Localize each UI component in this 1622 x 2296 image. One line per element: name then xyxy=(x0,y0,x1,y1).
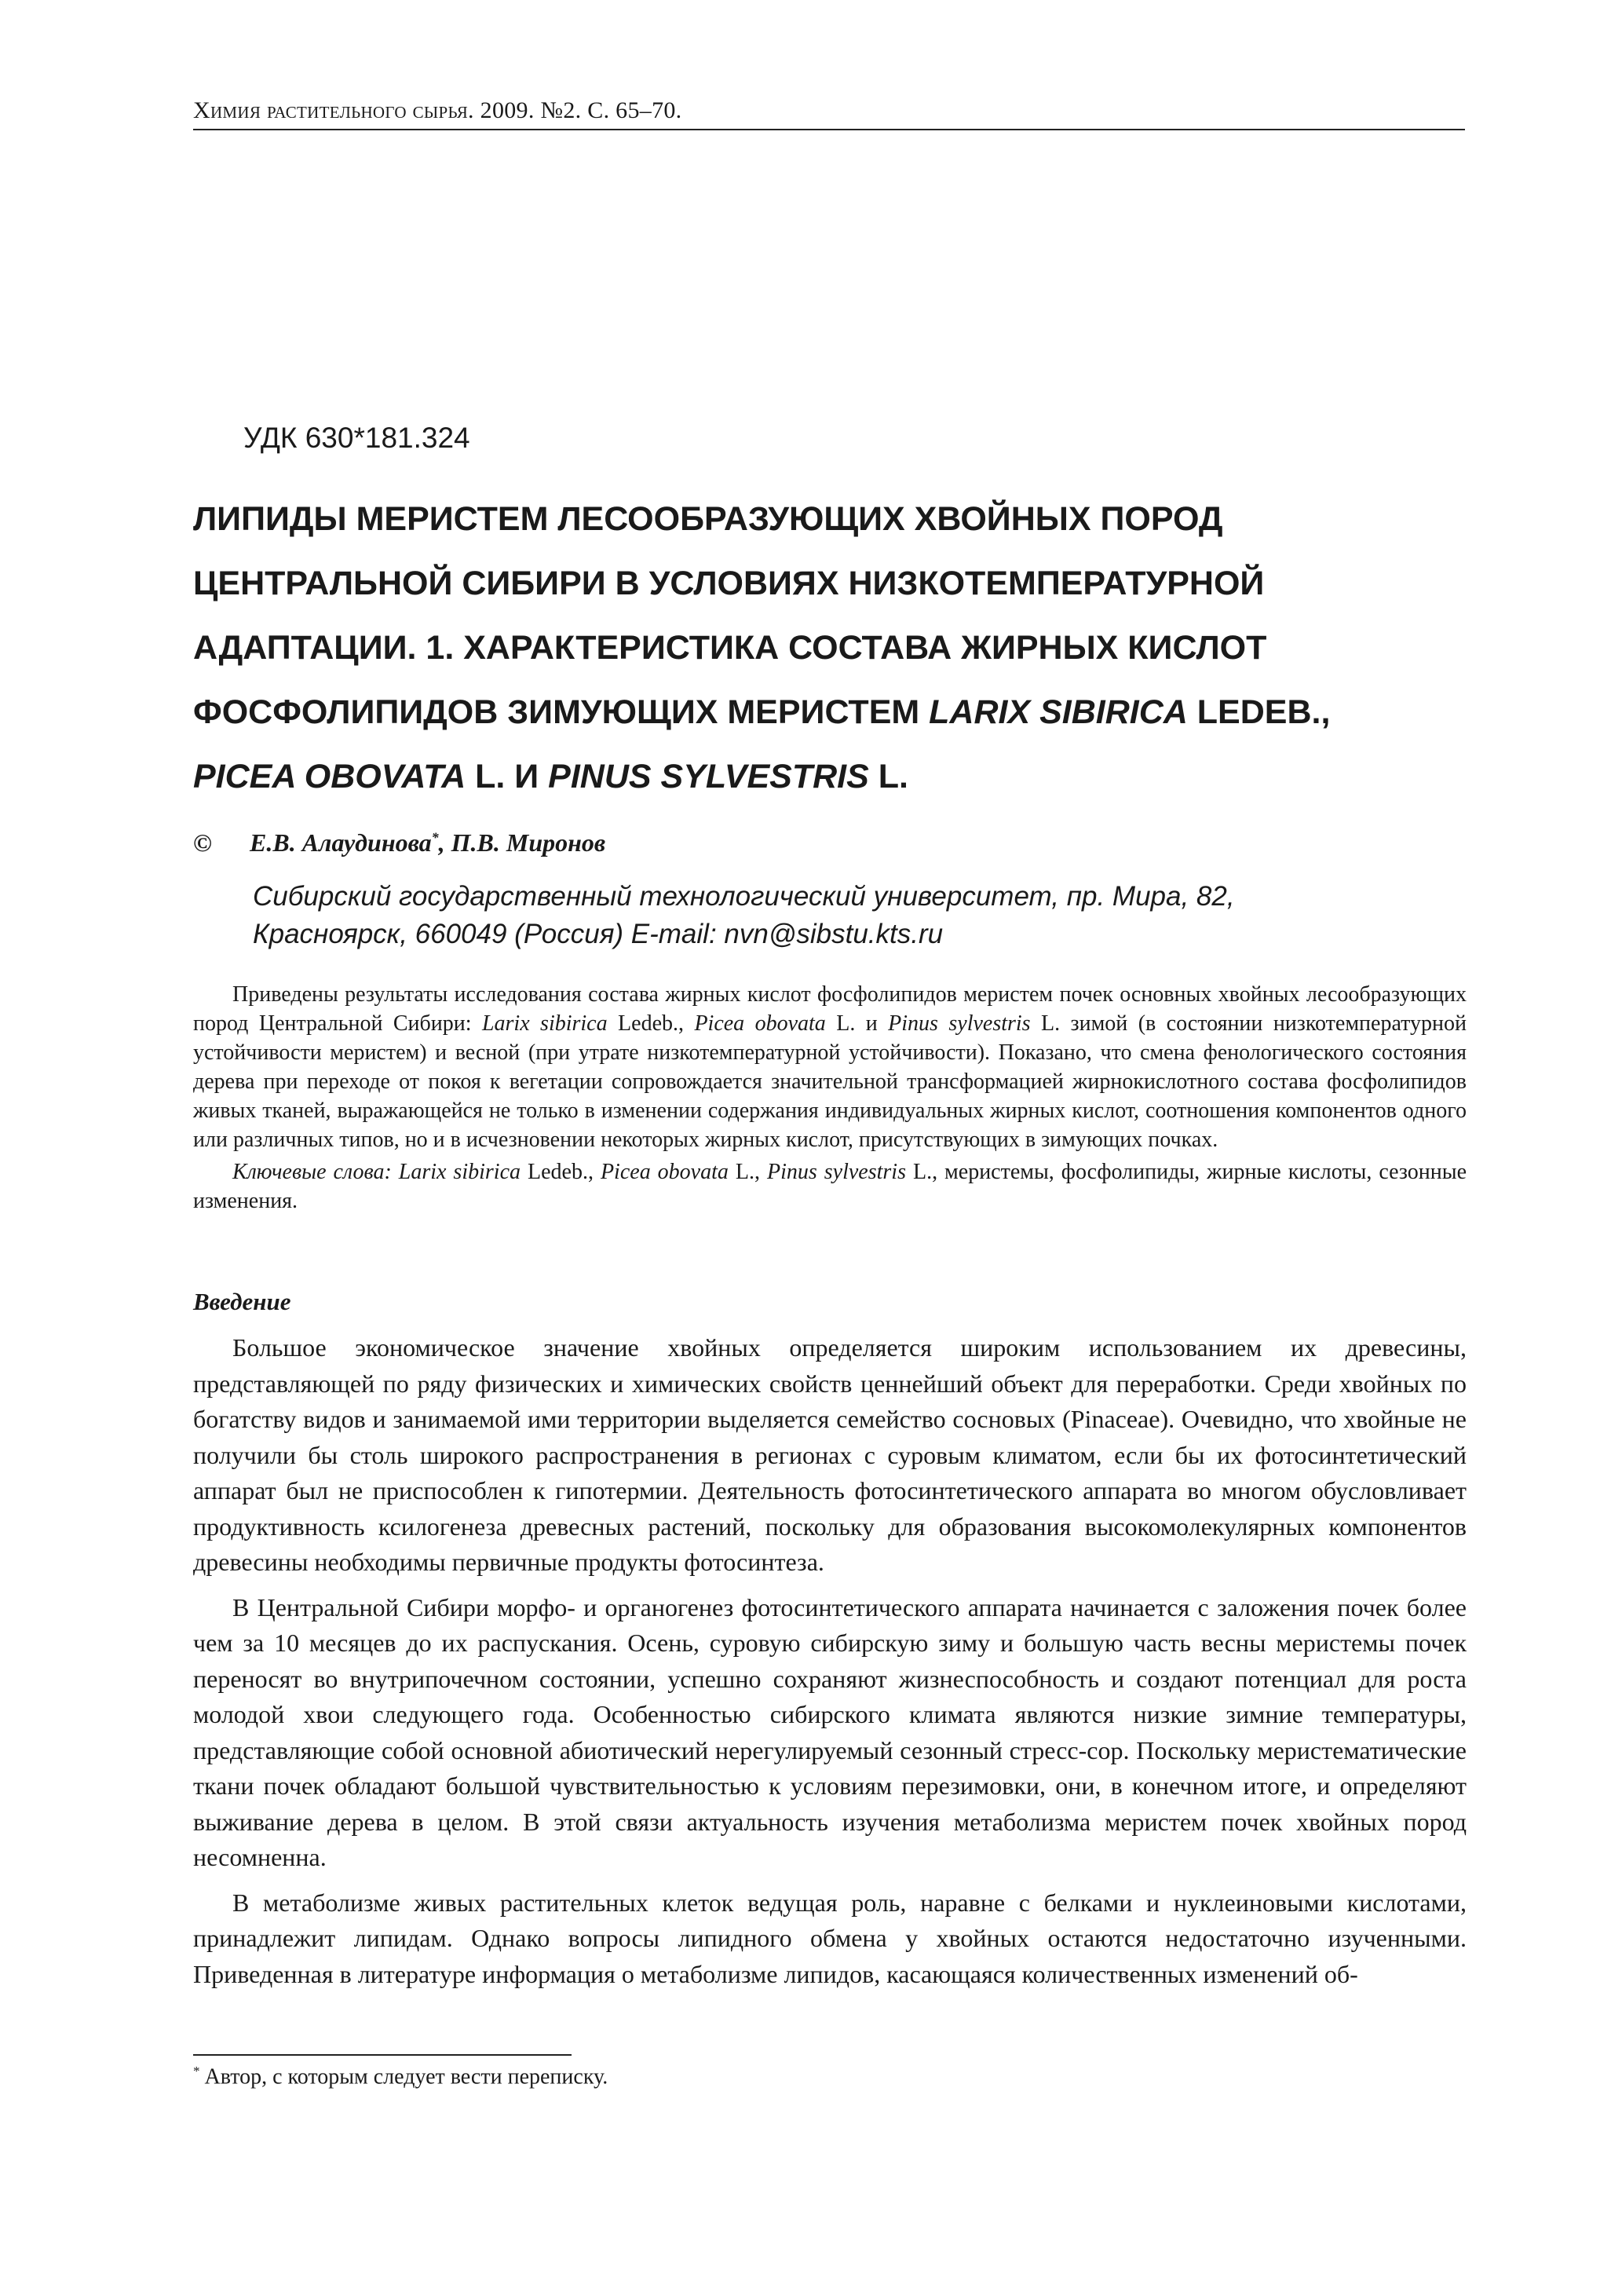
species-name: Larix sibirica xyxy=(398,1160,521,1184)
corresponding-author-mark: * xyxy=(431,829,439,846)
journal-title: Химия растительного сырья. xyxy=(193,97,474,123)
author-list xyxy=(193,828,605,857)
title-text: L. И xyxy=(466,758,549,795)
species-name: Picea obovata xyxy=(694,1011,826,1036)
title-line xyxy=(193,680,1481,744)
keywords-fragment: Ledeb., xyxy=(521,1160,601,1184)
species-name: Pinus sylvestris xyxy=(888,1011,1031,1036)
footnote-divider xyxy=(193,2054,572,2056)
title-line: ЦЕНТРАЛЬНОЙ СИБИРИ В УСЛОВИЯХ НИЗКОТЕМПЕРАТУРНОЙ xyxy=(193,565,1265,602)
abstract-fragment: Ledeb., xyxy=(607,1011,695,1036)
species-name: Pinus sylvestris xyxy=(766,1160,906,1184)
title-text: ФОСФОЛИПИДОВ ЗИМУЮЩИХ МЕРИСТЕМ xyxy=(193,693,930,731)
udc-code: УДК 630*181.324 xyxy=(243,422,470,454)
keywords-fragment: L., xyxy=(728,1160,767,1184)
abstract-text xyxy=(193,980,1467,1154)
body-paragraph: В Центральной Сибири морфо- и органогенез фотосинтетического аппарата начинается с заложения почек более чем за 10 месяцев до их распускания. Осень, суровую сибирскую зиму и большую часть весны меристемы почек переносят во внутрипочечном состоянии, успешно сохраняют жизнеспособность и создают потенциал для роста молодой хвои следующего года. Особенностью сибирского климата являются низкие зимние температуры, представляющие собой основной абиотический нерегулируемый сезонный стресс-сор. Поскольку меристематические ткани почек обладают большой чувствительностью к условиям перезимовки, они, в конечном итоге, и определяют выживание дерева в целом. В этой связи актуальность изучения метаболизма меристем почек хвойных пород несомненна. xyxy=(193,1592,1467,1871)
species-name: Larix sibirica xyxy=(481,1011,608,1036)
issue-info: 2009. №2. С. 65–70. xyxy=(473,97,682,123)
author-name: Е.В. Алаудинова xyxy=(250,828,432,857)
keywords xyxy=(193,1157,1467,1216)
title-line: АДАПТАЦИИ. 1. ХАРАКТЕРИСТИКА СОСТАВА ЖИРНЫХ КИСЛОТ xyxy=(193,629,1267,667)
footnote xyxy=(193,2064,608,2089)
body-paragraph: В метаболизме живых растительных клеток ведущая роль, наравне с белками и нуклеиновыми кислотами, принадлежит липидам. Однако вопросы липидного обмена у хвойных остаются недостаточно изученными. Приведенная в литературе информация о метаболизме липидов, касающаяся количественных изменений об- xyxy=(193,1888,1467,1988)
running-head xyxy=(193,97,1465,130)
affiliation-line: Сибирский государственный технологический университет, пр. Мира, 82, xyxy=(253,881,1235,912)
section-body xyxy=(193,1330,1467,2002)
species-name: Picea obovata xyxy=(600,1160,729,1184)
affiliation-line: Красноярск, 660049 (Россия) E-mail: nvn@sibstu.kts.ru xyxy=(253,919,944,949)
abstract xyxy=(193,980,1467,1216)
article-title xyxy=(193,487,1481,809)
keywords-label: Ключевые слова: xyxy=(232,1160,399,1184)
title-text: L. xyxy=(868,758,908,795)
copyright-symbol: © xyxy=(193,828,212,857)
abstract-fragment: L. зимой (в состоянии низкотемпературной устойчивости меристем) и весной (при утрате низкотемпературной устойчивости). Показано, что смена фенологического состояния дерева при переходе от покоя к вегетации сопровождается значительной трансформацией жирнокислотного состава фосфолипидов живых тканей, выражающейся не только в изменении содержания индивидуальных жирных кислот, соотношения компонентов одного или различных типов, но и в исчезновении некоторых жирных кислот, присутствующих в зимующих почках. xyxy=(193,1011,1467,1152)
species-name: PICEA OBOVATA xyxy=(193,758,466,795)
author-name: , П.В. Миронов xyxy=(438,828,606,857)
footnote-mark: * xyxy=(193,2064,200,2078)
abstract-fragment: L. и xyxy=(825,1011,889,1036)
species-name: PINUS SYLVESTRIS xyxy=(548,758,869,795)
footnote-text: Автор, с которым следует вести переписку. xyxy=(204,2064,608,2089)
keywords-fragment: L., меристемы, фосфолипиды, жирные кислоты, сезонные изменения. xyxy=(193,1160,1467,1213)
species-name: LARIX SIBIRICA xyxy=(929,693,1188,731)
title-line xyxy=(193,744,1481,809)
title-text: LEDEB., xyxy=(1187,693,1331,731)
section-heading: Введение xyxy=(193,1288,291,1315)
body-paragraph: Большое экономическое значение хвойных определяется широким использованием их древесины, представляющей по ряду физических и химических свойств ценнейший объект для переработки. Среди хвойных по богатству видов и занимаемой ими территории выделяется семейство сосновых (Pinaceae). Очевидно, что хвойные не получили бы столь широкого распространения в регионах с суровым климатом, если бы их фотосинтетический аппарат был не приспособлен к гипотермии. Деятельность фотосинтетического аппарата во многом обусловливает продуктивность ксилогенеза древесных растений, поскольку для образования высокомолекулярных компонентов древесины необходимы первичные продукты фотосинтеза. xyxy=(193,1333,1467,1576)
abstract-fragment: Приведены результаты исследования состава жирных кислот фосфолипидов меристем почек основных хвойных лесообразующих пород Центральной Сибири: xyxy=(193,982,1467,1036)
affiliation xyxy=(253,878,1478,953)
title-line: ЛИПИДЫ МЕРИСТЕМ ЛЕСООБРАЗУЮЩИХ ХВОЙНЫХ ПОРОД xyxy=(193,500,1223,538)
